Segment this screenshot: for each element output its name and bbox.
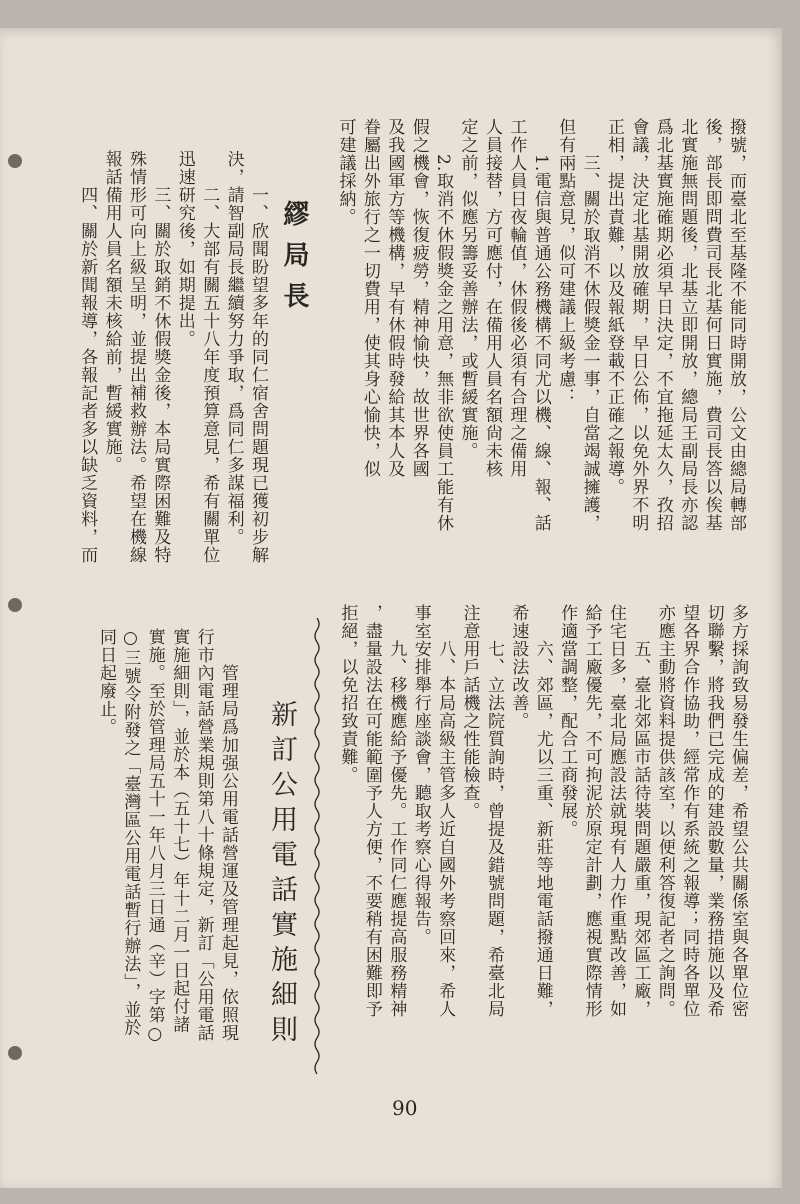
- text-line: 會議，決定北基開放確期，早日公佈，以免外界不明: [628, 118, 649, 532]
- wavy-divider: [312, 618, 322, 1078]
- text-line: 後，部長即問費司長北基何日實施，費司長答以俟基: [701, 118, 722, 532]
- text-line: 住宅日多，臺北局應設法就現有人力作重點改善，如: [605, 604, 626, 1018]
- text-line: 六、郊區，尤以三重、新莊等地電話撥通日難，: [532, 604, 553, 1018]
- text-line: 假之機會，恢復疲勞，精神愉快，故世界各國: [408, 118, 429, 478]
- text-line: 北實施無問題後，北基立即開放，總局王副局長亦認: [677, 118, 698, 532]
- text-line: 作適當調整，配合工商發展。: [557, 604, 578, 838]
- article-title: 新訂公用電話實施細則: [266, 700, 297, 1050]
- text-line: 人員接替，方可應付，在備用人員名額尙未核: [481, 118, 502, 478]
- text-line: 七、立法院質詢時，曾提及錯號問題，希臺北局: [483, 604, 504, 1018]
- text-line: 給予工廠優先，不可拘泥於原定計劃，應視實際情形: [581, 604, 602, 1018]
- text-line: 二、大部有關五十八年度預算意見，希有關單位: [199, 150, 220, 564]
- text-line: 事室安排舉行座談會，聽取考察心得報告。: [410, 604, 431, 946]
- text-line: 同日起廢止。: [95, 628, 116, 736]
- text-line: ○三號令附發之「臺灣區公用電話暫行辦法」，並於: [120, 628, 141, 1037]
- text-line: 切聯繫，將我們已完成的建設數量，業務措施以及希: [703, 604, 724, 1018]
- text-line: 拒絕，以免招致責難。: [337, 604, 358, 784]
- text-line: 實施。至於管理局五十一年八月三日通（辛）字第○: [144, 628, 165, 1045]
- text-line: 1.電信與普通公務機構不同尤以機、線、報、話: [530, 118, 551, 533]
- bottom-right-text: [326, 604, 750, 1090]
- binder-hole-bottom: [8, 1046, 22, 1060]
- text-line: ，盡量設法在可能範圍予人方便，不要稍有困難即予: [361, 604, 382, 1018]
- text-line: 三、關於取消不休假獎金一事，自當竭誠擁護，: [579, 118, 600, 532]
- text-line: 殊情形可向上級呈明，並提出補救辦法。希望在機線: [125, 150, 146, 564]
- text-line: 亦應主動將資料提供該室，以便利答復記者之詢問。: [654, 604, 675, 1018]
- text-line: 眷屬出外旅行之一切費用，使其身心愉快，似: [359, 118, 380, 478]
- text-line: 爲北基實施確期必須早日決定，不宜拖延太久，孜招: [652, 118, 673, 532]
- text-line: 九、移機應給予優先。工作同仁應提高服務精神: [386, 604, 407, 1018]
- text-line: 撥號，而臺北至基隆不能同時開放，公文由總局轉部: [726, 118, 746, 532]
- text-line: 報話備用人員名額未核給前，暫緩實施。: [101, 150, 122, 474]
- text-line: 迅速研究後，如期提出。: [174, 150, 195, 348]
- binder-hole-top: [8, 154, 22, 168]
- text-line: 定之前，似應另籌妥善辦法，或暫緩實施。: [457, 118, 478, 460]
- text-line: 管理局爲加强公用電話營運及管理起見，依照現: [218, 628, 238, 1042]
- text-line: 工作人員日夜輪值，休假後必須有合理之備用: [506, 118, 527, 478]
- text-line: 希速設法改善。: [508, 604, 529, 730]
- text-line: 決，請智副局長繼續努力爭取，爲同仁多謀福利。: [223, 150, 244, 546]
- text-line: 注意用戶話機之性能檢查。: [459, 604, 480, 820]
- text-line: 但有兩點意見，似可建議上級考慮：: [555, 118, 576, 406]
- text-line: 正相，提出責難，以及報紙登載不正確之報導。: [603, 118, 624, 496]
- text-line: 八、本局高級主管多人近自國外考察回來，希人: [435, 604, 456, 1018]
- bottom-left-text: [80, 628, 240, 1098]
- text-line: 一、欣聞盼望多年的同仁宿舍問題現已獲初步解: [248, 150, 268, 564]
- text-line: 三、關於取銷不休假獎金後，本局實際困難及特: [150, 150, 171, 564]
- text-line: 行市內電話營業規則第八十條規定，新訂「公用電話: [193, 628, 214, 1042]
- section-title: 繆 局 長: [279, 200, 309, 312]
- text-line: 實施細則」，並於本（五十七）年十二月一日起付諸: [169, 628, 190, 1034]
- binder-hole-middle: [8, 598, 22, 612]
- text-line: 可建議採納。: [335, 118, 356, 226]
- text-line: 及我國軍方等機構，早有休假時發給其本人及: [384, 118, 405, 478]
- text-line: 四、關於新聞報導，各報記者多以缺乏資料，而: [77, 150, 98, 564]
- page-number: 90: [392, 1096, 418, 1120]
- text-line: 多方採詢致易發生偏差，希望公共關係室與各單位密: [728, 604, 748, 1018]
- text-line: 2.取消不休假獎金之用意，無非欲使員工能有休: [433, 118, 454, 533]
- text-line: 望各界合作協助，經常作有系統之報導；同時各單位: [679, 604, 700, 1018]
- top-right-text: [318, 118, 748, 588]
- top-left-text: [70, 150, 270, 580]
- text-line: 五、臺北郊區市話待裝問題嚴重，現郊區工廠，: [630, 604, 651, 1018]
